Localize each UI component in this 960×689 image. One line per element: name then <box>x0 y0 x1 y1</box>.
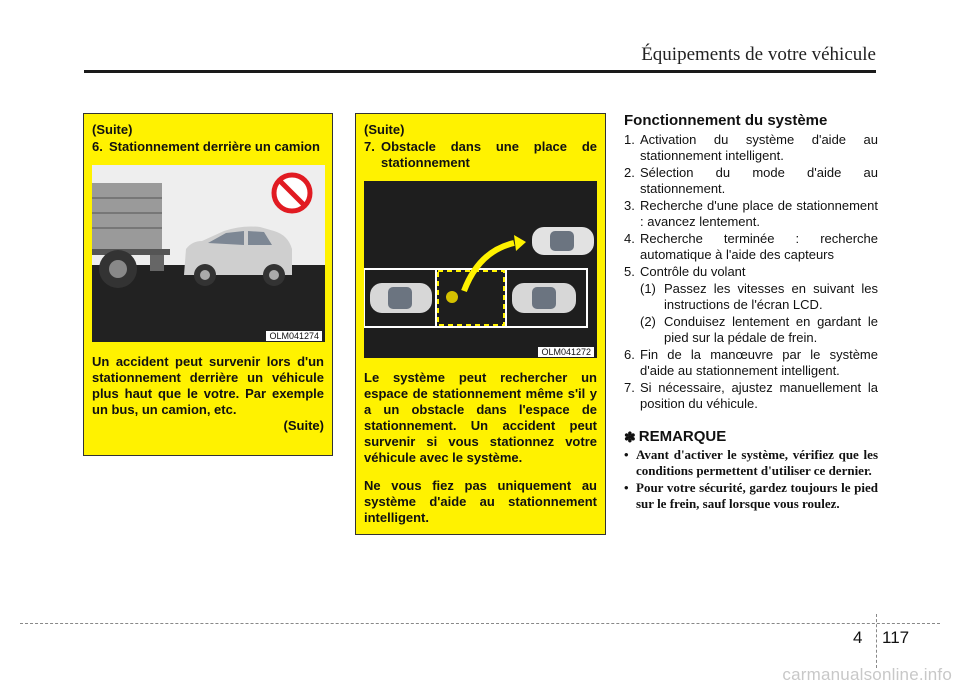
bullet-text: Avant d'activer le système, vérifiez que les conditions permettent d'utiliser ce dernier. <box>636 447 878 478</box>
item-text: Obstacle dans une place de stationnement <box>381 139 597 170</box>
list-item <box>624 231 878 263</box>
list-item <box>624 380 878 412</box>
truck-parking-illustration <box>92 165 325 342</box>
operation-section <box>624 112 878 512</box>
list-item <box>624 198 878 230</box>
note-bullet <box>624 447 878 479</box>
section-title: Fonctionnement du système <box>624 112 828 129</box>
sub-list-item <box>624 314 878 346</box>
footer-rule <box>20 623 940 624</box>
watermark: carmanualsonline.info <box>782 665 952 684</box>
step-number: 6. <box>624 347 635 362</box>
step-text: Si nécessaire, ajustez manuellement la position du véhicule. <box>640 380 878 411</box>
step-number: 1. <box>624 132 635 147</box>
bullet-icon: • <box>624 447 629 462</box>
box-paragraph: Ne vous fiez pas uniquement au système d'aide au stationnement intelligent. <box>364 478 597 525</box>
step-number: 2. <box>624 165 635 180</box>
star-icon: ✽ <box>624 429 636 445</box>
step-text: Recherche d'une place de stationnement : avancez lentement. <box>640 198 878 229</box>
step-text: Activation du système d'aide au stationnement intelligent. <box>640 132 878 163</box>
image-code: OLM041272 <box>538 347 594 357</box>
bullet-icon: • <box>624 480 629 495</box>
step-number: 4. <box>624 231 635 246</box>
step-number: 5. <box>624 264 635 279</box>
item-number: 6. <box>92 139 103 154</box>
warning-box-truck <box>83 113 333 456</box>
note-bullet <box>624 480 878 512</box>
bullet-text: Pour votre sécurité, gardez toujours le pied sur le frein, sauf lorsque vous roulez. <box>636 480 878 511</box>
item-text: Stationnement derrière un camion <box>109 139 320 154</box>
list-item <box>624 132 878 164</box>
box-item <box>92 139 324 155</box>
header-rule <box>84 70 876 73</box>
box-label: (Suite) <box>92 122 133 137</box>
obstacle-parking-illustration <box>364 181 597 358</box>
chapter-number: 4 <box>853 628 863 647</box>
substep-text: Passez les vitesses en suivant les instructions de l'écran LCD. <box>664 281 878 312</box>
box-paragraph: Un accident peut survenir lors d'un stationnement derrière un véhicule plus haut que le votre. Par exemple un bus, un camion, etc. <box>92 354 324 417</box>
note-heading <box>624 428 878 446</box>
image-code: OLM041274 <box>266 331 322 341</box>
step-text: Contrôle du volant <box>640 264 746 279</box>
list-item <box>624 264 878 280</box>
step-text: Recherche terminée : recherche automatique à l'aide des capteurs <box>640 231 878 262</box>
step-text: Sélection du mode d'aide au stationnement. <box>640 165 878 196</box>
step-number: 7. <box>624 380 635 395</box>
step-number: 3. <box>624 198 635 213</box>
page-header-title: Équipements de votre véhicule <box>641 44 876 65</box>
page-number: 117 <box>882 628 910 647</box>
substep-number: (1) <box>640 281 656 296</box>
note-title: REMARQUE <box>638 428 727 445</box>
box-label: (Suite) <box>364 122 405 137</box>
list-item <box>624 347 878 379</box>
box-paragraph: Le système peut rechercher un espace de stationnement même s'il y a un obstacle dans l'espace de stationnement. Un accident peut survenir si vous stationnez votre véhicule avec le système. <box>364 370 597 465</box>
item-number: 7. <box>364 139 375 154</box>
sub-list-item <box>624 281 878 313</box>
box-item <box>364 139 597 171</box>
substep-number: (2) <box>640 314 656 329</box>
substep-text: Conduisez lentement en gardant le pied sur la pédale de frein. <box>664 314 878 345</box>
warning-box-obstacle <box>355 113 606 535</box>
footer-divider <box>876 614 877 668</box>
list-item <box>624 165 878 197</box>
continued-label: (Suite) <box>283 418 324 433</box>
step-text: Fin de la manœuvre par le système d'aide au stationnement intelligent. <box>640 347 878 378</box>
